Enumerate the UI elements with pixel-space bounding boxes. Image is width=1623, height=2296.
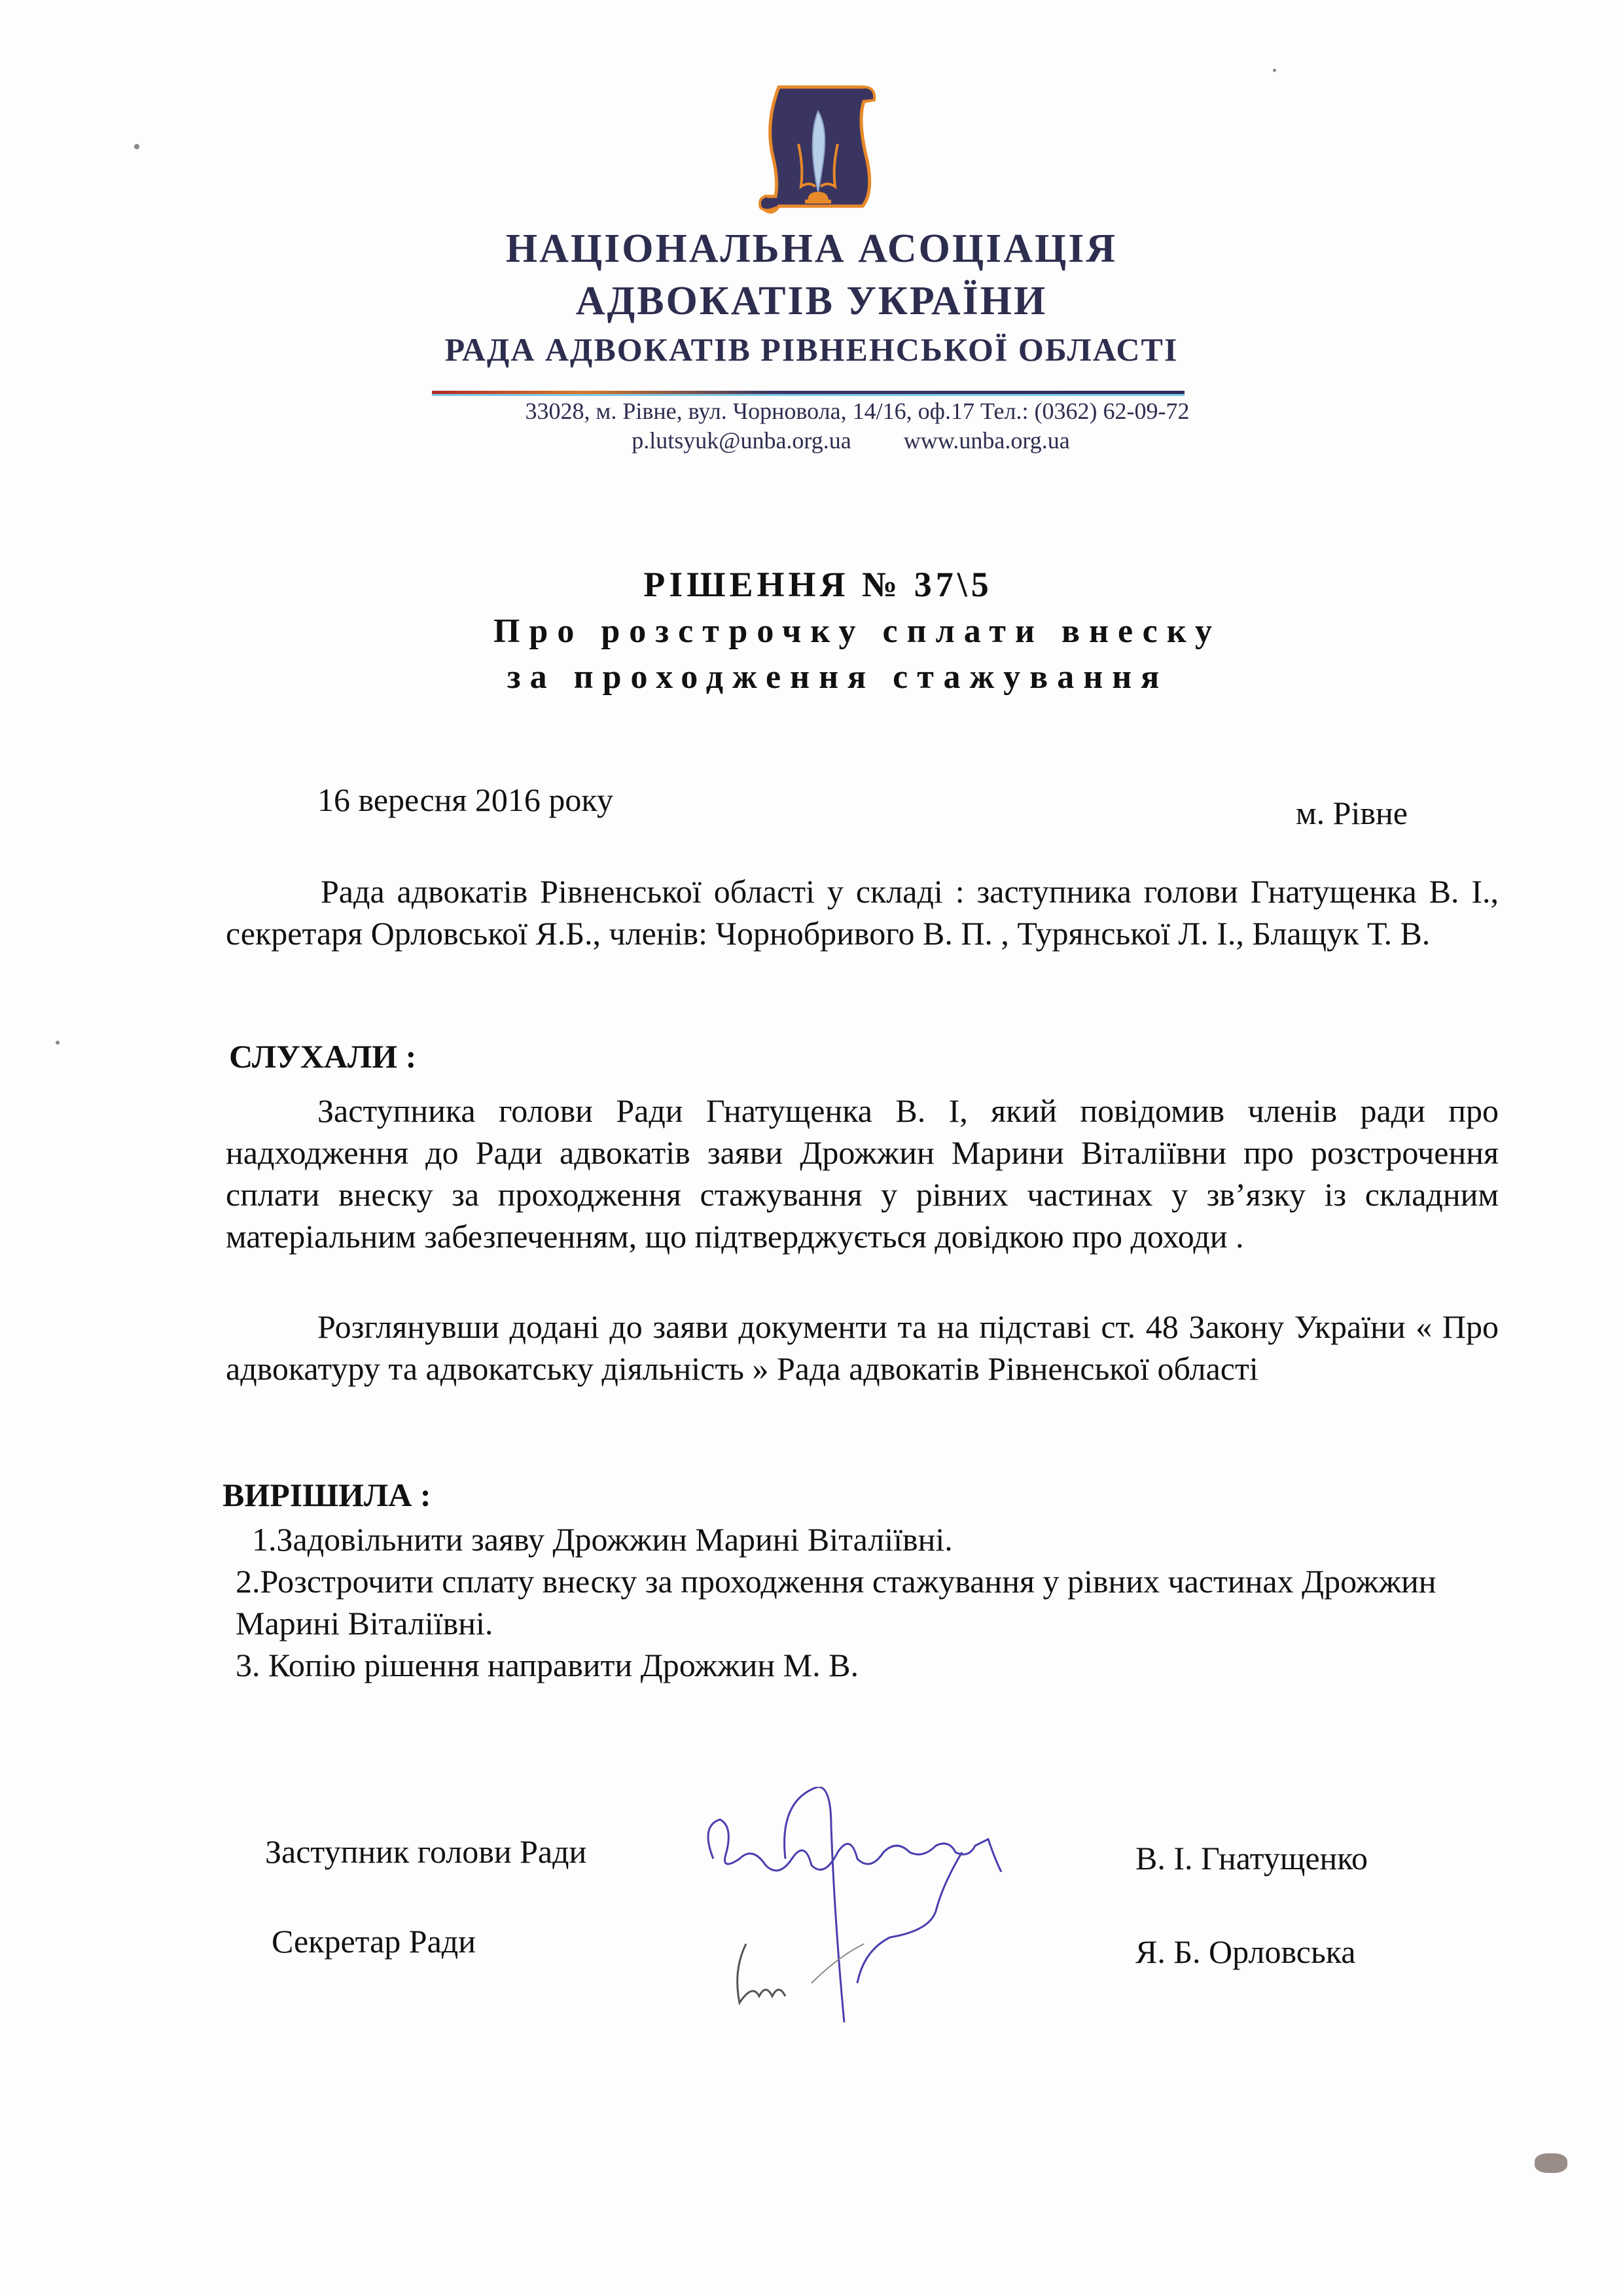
org-name-line-1: НАЦІОНАЛЬНА АСОЦІАЦІЯ bbox=[505, 226, 1118, 271]
org-website-link[interactable]: www.unba.org.ua bbox=[903, 427, 1070, 454]
signatory-role-secretary: Секретар Ради bbox=[272, 1923, 476, 1960]
org-name-line-2: АДВОКАТІВ УКРАЇНИ bbox=[575, 279, 1048, 323]
council-composition: Рада адвокатів Рівненської області у складі : заступника голови Гнатущенка В. І., секретаря Орловської Я.Б., членів: Чорнобривого В. П. , Турянської Л. І., Блащук Т. В. bbox=[226, 873, 1499, 952]
org-contacts bbox=[0, 427, 1623, 454]
org-address: 33028, м. Рівне, вул. Чорновола, 14/16, оф.17 Тел.: (0362) 62-09-72 bbox=[525, 398, 1190, 424]
org-council-name: РАДА АДВОКАТІВ РІВНЕНСЬКОЇ ОБЛАСТІ bbox=[444, 331, 1179, 368]
org-email-link[interactable]: p.lutsyuk@unba.org.ua bbox=[632, 427, 851, 454]
scan-smudge bbox=[1535, 2153, 1567, 2173]
decision-number: РІШЕННЯ № 37\5 bbox=[643, 565, 993, 604]
signatory-name-secretary: Я. Б. Орловська bbox=[1135, 1933, 1356, 1970]
decided-item: 2.Розстрочити сплату внеску за проходження стажування у рівних частинах Дрожжин Марині Віталіївні. bbox=[236, 1563, 1436, 1641]
heard-heading: СЛУХАЛИ : bbox=[229, 1038, 417, 1075]
decided-heading: ВИРІШИЛА : bbox=[223, 1477, 431, 1513]
association-logo-icon bbox=[753, 82, 883, 219]
scan-speck bbox=[1273, 69, 1276, 72]
decision-date: 16 вересня 2016 року bbox=[317, 781, 613, 818]
heard-paragraph: Заступника голови Ради Гнатущенка В. І, який повідомив членів ради про надходження до Ради адвокатів заяви Дрожжин Марини Віталіївни про розстрочення сплати внеску за проходження стажування у рівних частинах у зв’язку із складним матеріальним забезпеченням, що підтверджується довідкою про доходи . bbox=[226, 1092, 1499, 1255]
signatory-name-deputy-head: В. І. Гнатущенко bbox=[1135, 1840, 1368, 1876]
handwritten-signatures-icon bbox=[694, 1787, 1126, 2022]
scan-speck bbox=[134, 144, 139, 149]
decision-city: м. Рівне bbox=[1296, 795, 1408, 831]
letterhead-divider bbox=[432, 391, 1185, 394]
decided-item: 3. Копію рішення направити Дрожжин М. В. bbox=[236, 1647, 859, 1683]
decided-item: 1.Задовільнити заяву Дрожжин Марині Віталіївні. bbox=[252, 1521, 953, 1558]
signatory-role-deputy-head: Заступник голови Ради bbox=[265, 1833, 587, 1870]
decided-list bbox=[236, 1518, 1499, 1686]
scan-speck bbox=[56, 1041, 60, 1045]
decision-subject-line-1: Про розстрочку сплати внеску bbox=[493, 613, 1221, 650]
decision-subject-line-2: за проходження стажування bbox=[507, 658, 1169, 696]
considered-paragraph: Розглянувши додані до заяви документи та на підставі ст. 48 Закону України « Про адвокатуру та адвокатську діяльність » Рада адвокатів Рівненської області bbox=[226, 1308, 1499, 1387]
